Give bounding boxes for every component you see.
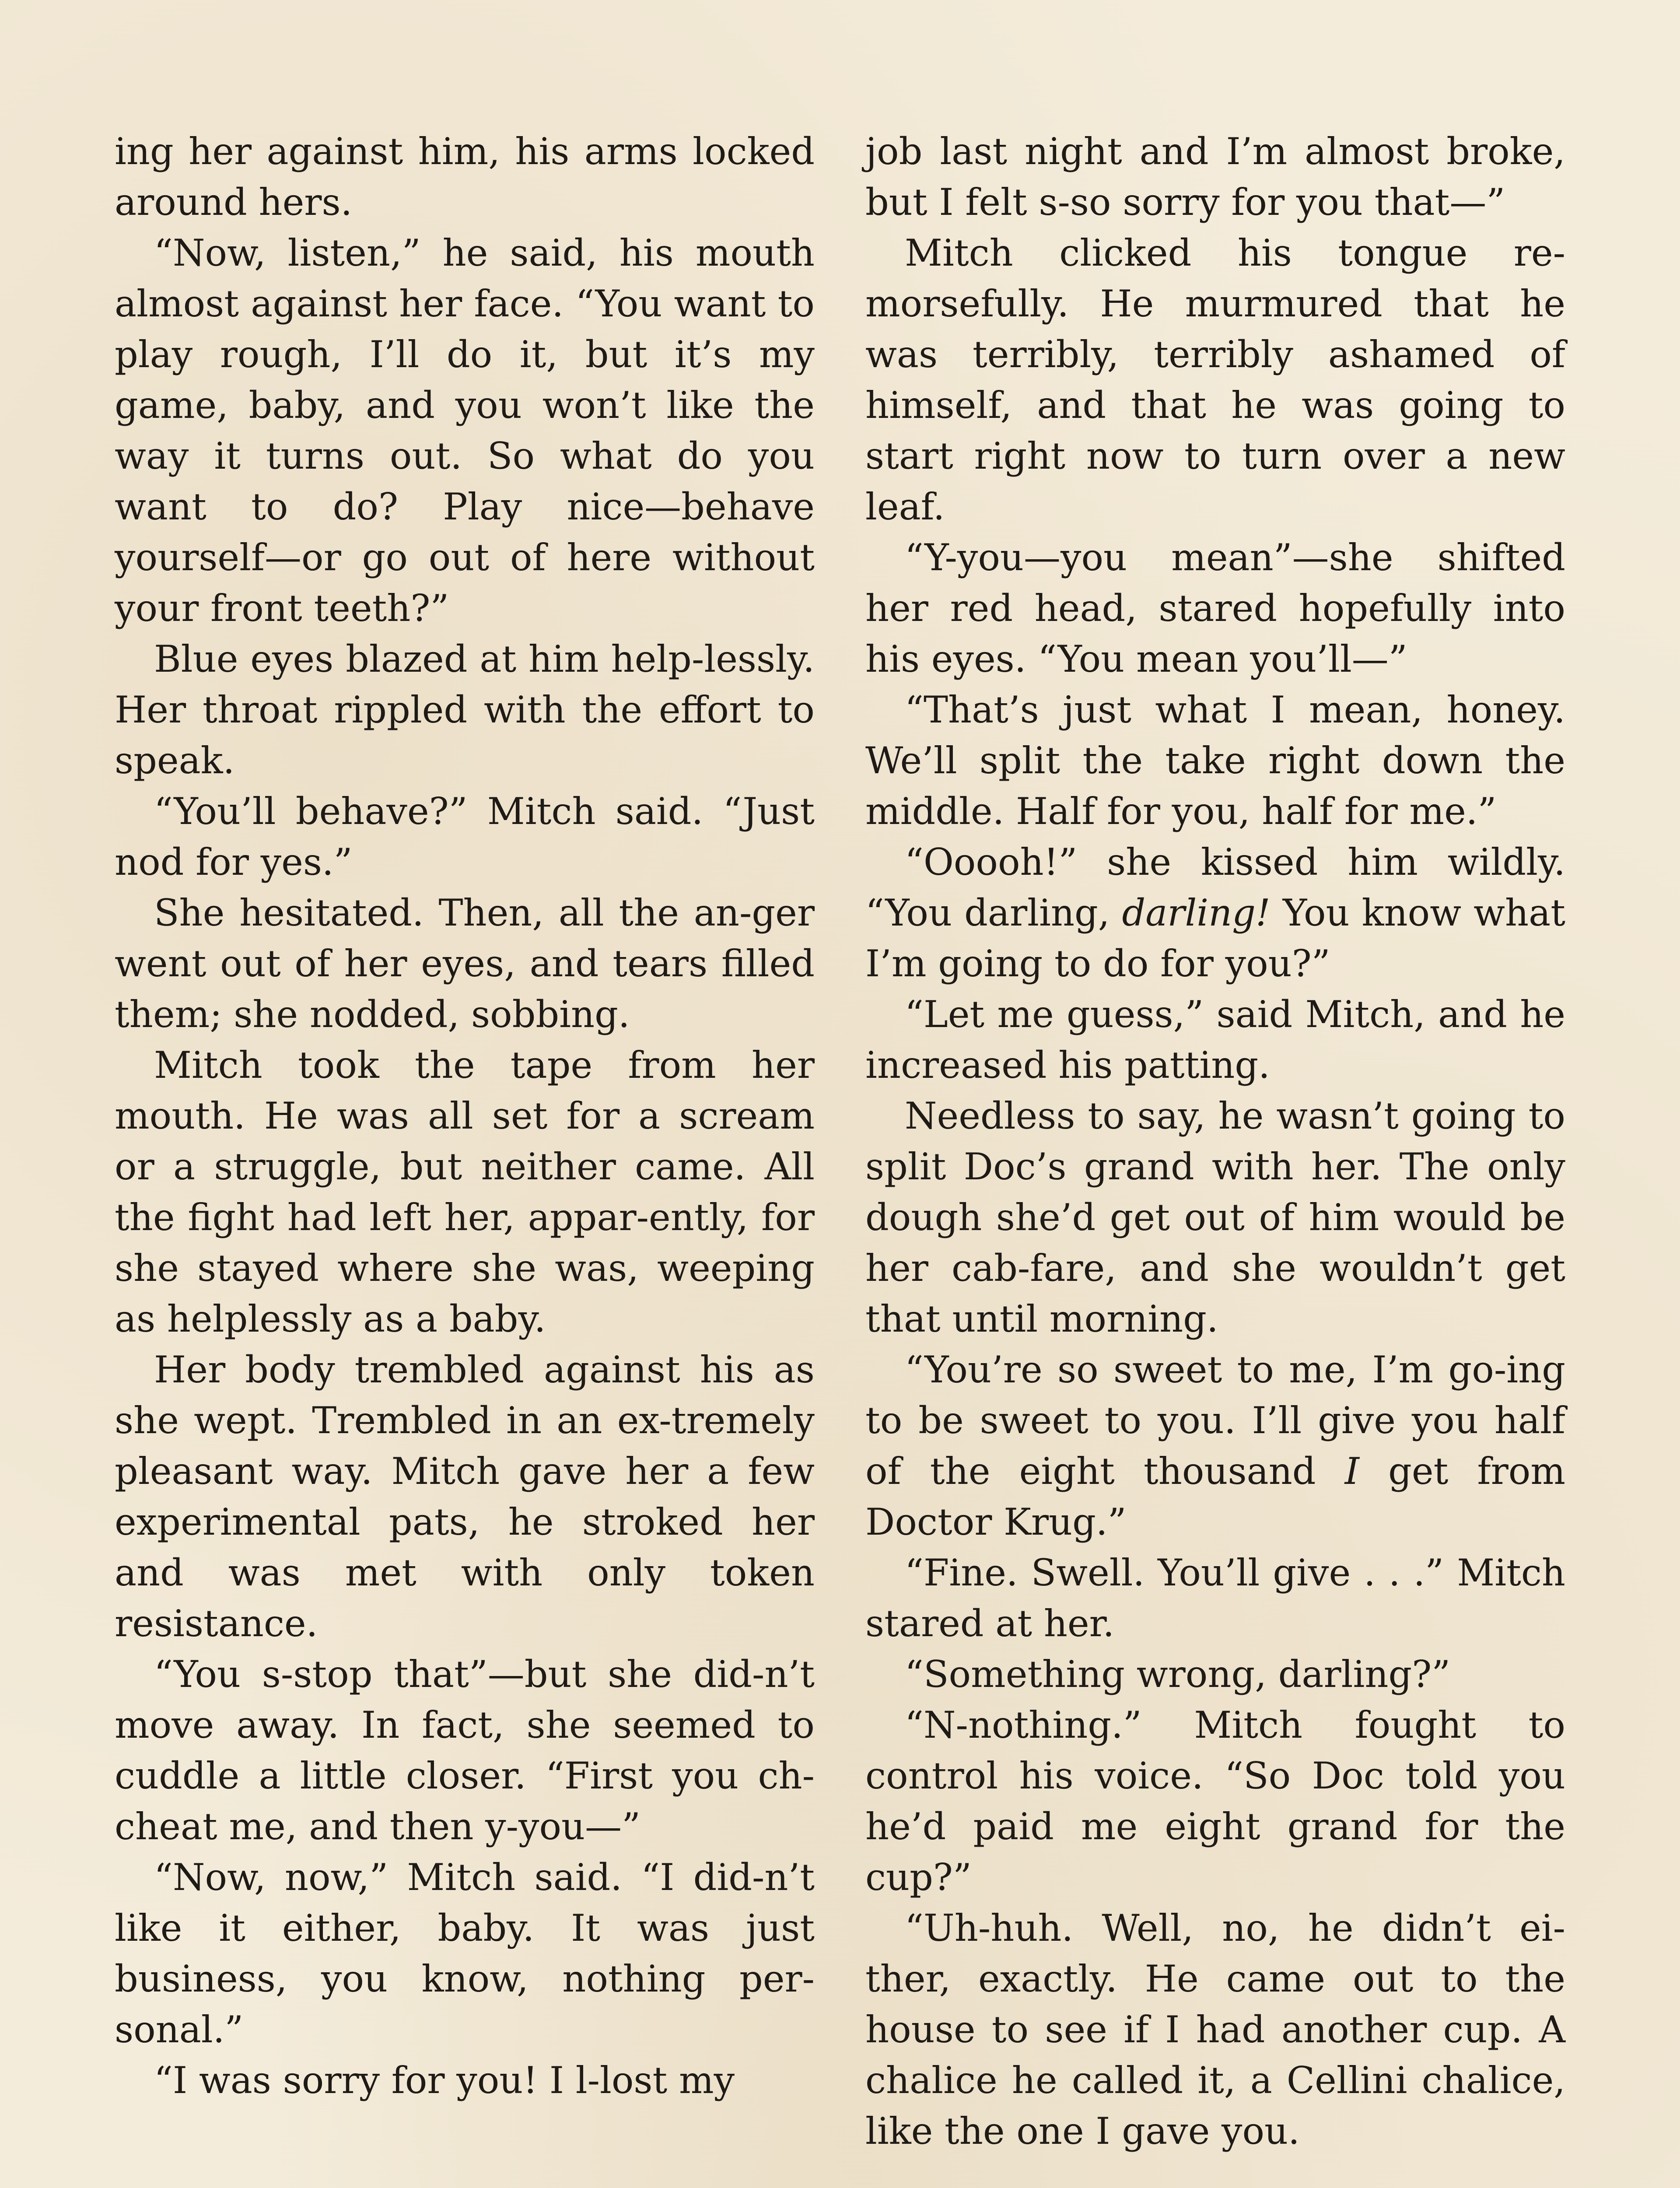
paragraph: Mitch clicked his tongue re-morsefully. He murmured that he was terribly, terribly ashamed of himself, and that he was going to start right now to turn over a new leaf. bbox=[865, 231, 1565, 528]
paragraph: “N-nothing.” Mitch fought to control his voice. “So Doc told you he’d paid me eight grand for the cup?” bbox=[865, 1704, 1565, 1899]
italic-emphasis: darling! bbox=[1122, 891, 1270, 934]
paragraph: “Let me guess,” said Mitch, and he increased his patting. bbox=[865, 993, 1565, 1087]
paragraph: She hesitated. Then, all the an-ger went out of her eyes, and tears filled them; she nodded, sobbing. bbox=[115, 891, 815, 1036]
paragraph: “Something wrong, darling?” bbox=[905, 1653, 1451, 1696]
paragraph: “Uh-huh. Well, no, he didn’t ei-ther, exactly. He came out to the house to see if I had another cup. A chalice he called it, a Cellini chalice, like the one I gave you. bbox=[865, 1907, 1565, 2153]
paragraph: “Now, now,” Mitch said. “I did-n’t like it either, baby. It was just business, you know, nothing per-sonal.” bbox=[115, 1856, 815, 2051]
paragraph: Blue eyes blazed at him help-lessly. Her throat rippled with the effort to speak. bbox=[115, 638, 815, 782]
paragraph-text: You know what I’m going to do for you?” bbox=[865, 891, 1565, 985]
right-text-column bbox=[865, 126, 1565, 2156]
paragraph: Needless to say, he wasn’t going to split Doc’s grand with her. The only dough she’d get out of him would be her cab-fare, and she wouldn’t get that until morning. bbox=[865, 1094, 1565, 1340]
paragraph: ing her against him, his arms locked around hers. bbox=[115, 130, 815, 224]
paragraph bbox=[865, 1344, 1565, 1547]
paragraph: “You s-stop that”—but she did-n’t move away. In fact, she seemed to cuddle a little closer. “First you ch-cheat me, and then y-you—” bbox=[115, 1653, 815, 1848]
left-text-column bbox=[115, 126, 815, 2106]
paragraph-text: get from Doctor Krug.” bbox=[865, 1450, 1566, 1543]
paragraph bbox=[865, 837, 1565, 989]
paragraph-text: “You’re so sweet to me, I’m go-ing to be sweet to you. I’ll give you half of the eight thousand bbox=[865, 1348, 1565, 1493]
paragraph: “You’ll behave?” Mitch said. “Just nod for yes.” bbox=[115, 790, 815, 884]
italic-emphasis: I bbox=[1344, 1450, 1359, 1493]
paragraph: “I was sorry for you! I l-lost my bbox=[154, 2059, 735, 2102]
paragraph: “Now, listen,” he said, his mouth almost against her face. “You want to play rough, I’ll do it, but it’s my game, baby, and you won’t like the way it turns out. So what do you want to do? Play nice—behave yourself—or go out of here without your front teeth?” bbox=[115, 231, 815, 630]
paragraph: “Y-you—you mean”—she shifted her red head, stared hopefully into his eyes. “You mean you’ll—” bbox=[865, 536, 1565, 680]
paragraph: Mitch took the tape from her mouth. He was all set for a scream or a struggle, but neither came. All the fight had left her, appar-ently, for she stayed where she was, weeping as helplessly as a baby. bbox=[115, 1044, 815, 1340]
paragraph: “Fine. Swell. You’ll give . . .” Mitch stared at her. bbox=[865, 1551, 1565, 1645]
paragraph: Her body trembled against his as she wept. Trembled in an ex-tremely pleasant way. Mitch gave her a few experimental pats, he stroked her and was met with only token resistance. bbox=[115, 1348, 815, 1645]
paragraph-text: “Ooooh!” she kissed him wildly. “You darling, bbox=[865, 841, 1565, 934]
paragraph: job last night and I’m almost broke, but I felt s-so sorry for you that—” bbox=[865, 130, 1565, 224]
paragraph: “That’s just what I mean, honey. We’ll split the take right down the middle. Half for you, half for me.” bbox=[865, 688, 1565, 833]
